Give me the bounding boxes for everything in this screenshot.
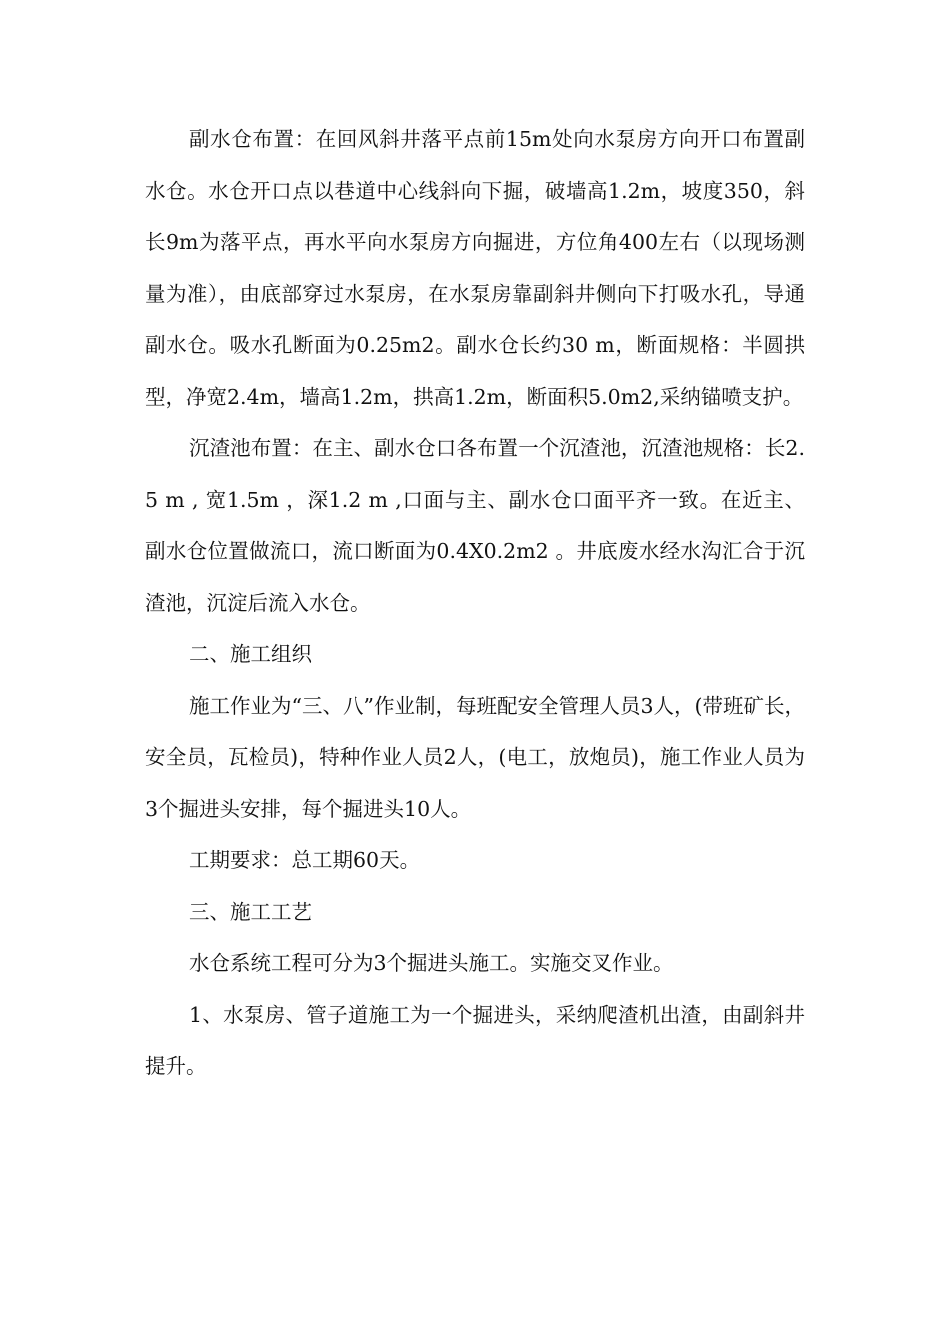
section-heading-construction-organization: 二、施工组织: [189, 642, 312, 666]
paragraph-heading-faces: 水仓系统工程可分为3个掘进头施工。实施交叉作业。: [189, 951, 674, 975]
paragraph-schedule: 工期要求：总工期60天。: [189, 848, 421, 872]
paragraph-shift-system: 施工作业为“三、八”作业制，每班配安全管理人员3人，(带班矿长，安全员，瓦检员)，特种作业人员2人，(电工，放炮员)，施工作业人员为3个掘进头安排，每个掘进头10人。: [145, 693, 805, 821]
paragraph-settling-tank-layout: 沉渣池布置：在主、副水仓口各布置一个沉渣池，沉渣池规格：长2.5 m , 宽1.5m ，深1.2 m ,口面与主、副水仓口面平齐一致。在近主、副水仓位置做流口，流口断面为0.4X0.2m2 。井底废水经水沟汇合于沉渣池，沉淀后流入水仓。: [145, 436, 805, 615]
document-body: [145, 114, 805, 1093]
paragraph-sub-sump-layout: 副水仓布置：在回风斜井落平点前15m处向水泵房方向开口布置副水仓。水仓开口点以巷道中心线斜向下掘，破墙高1.2m，坡度350，斜长9m为落平点，再水平向水泵房方向掘进，方位角400左右（以现场测量为准），由底部穿过水泵房，在水泵房靠副斜井侧向下打吸水孔，导通副水仓。吸水孔断面为0.25m2。副水仓长约30 m，断面规格：半圆拱型，净宽2.4m，墙高1.2m，拱高1.2m，断面积5.0m2,采纳锚喷支护。: [145, 127, 805, 409]
section-heading-construction-process: 三、施工工艺: [189, 899, 312, 924]
paragraph-pump-room-item-1: 1、水泵房、管子道施工为一个掘进头，采纳爬渣机出渣，由副斜井提升。: [145, 1002, 805, 1078]
